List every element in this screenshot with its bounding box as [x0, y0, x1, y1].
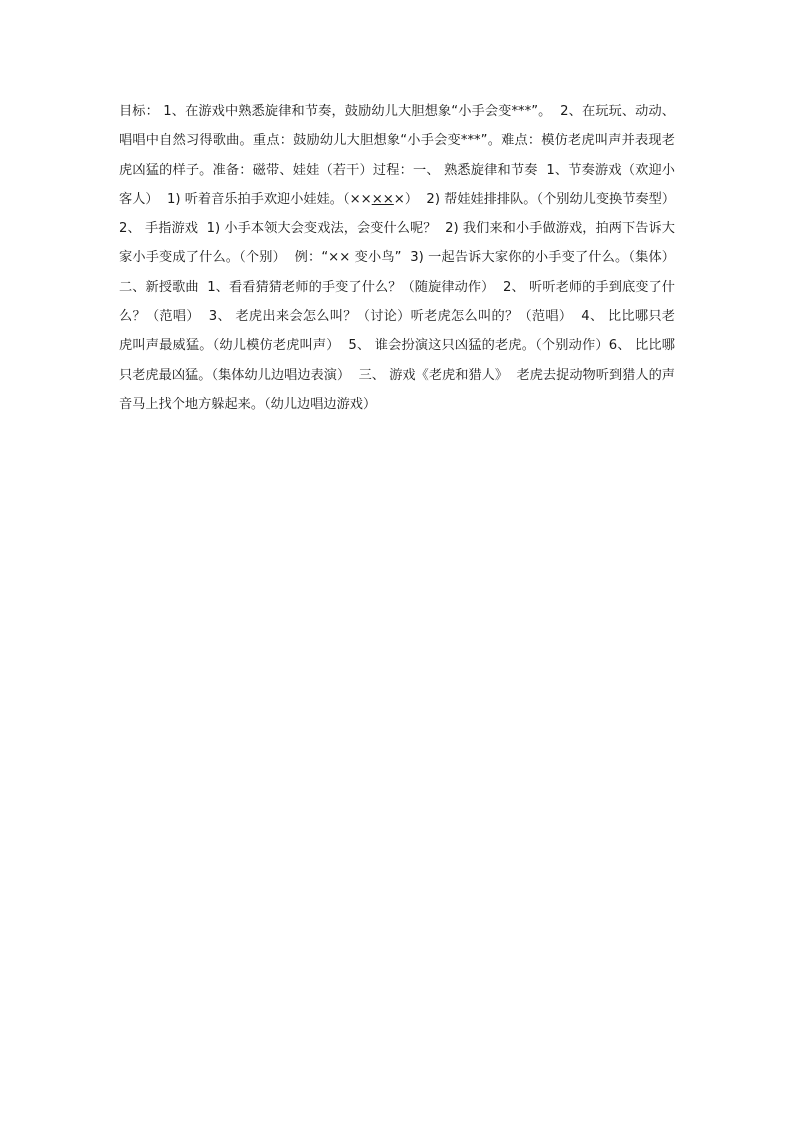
paragraph-text: ×） 2) 帮娃娃排排队。（个别幼儿变换节奏型） 2、 手指游戏 1) 小手本领大会变戏法，会变什么呢？ 2) 我们来和小手做游戏，拍两下告诉大家小手变成了什么。（个别） 例：“×× 变小鸟” 3) 一起告诉大家你的小手变了什么。（集体） 二、新授歌曲 1、看看猜猜老师的手变了什么？（随旋律动作） 2、 听听老师的手到底变了什么？（范唱） 3、 老虎出来会怎么叫？（讨论）听老虎怎么叫的？（范唱） 4、 比比哪只老虎叫声最威猛。（幼儿模仿老虎叫声） 5、 谁会扮演这只凶猛的老虎。（个别动作）6、 比比哪只老虎最凶猛。（集体幼儿边唱边表演） 三、 游戏《老虎和猎人》 老虎去捉动物听到猎人的声音马上找个地方躲起来。（幼儿边唱边游戏） — [119, 191, 684, 412]
document-body — [119, 97, 684, 419]
lesson-plan-paragraph — [119, 97, 684, 419]
underlined-rhythm-mark: ×× — [371, 191, 394, 207]
paragraph-text: 目标： 1、在游戏中熟悉旋律和节奏，鼓励幼儿大胆想象“小手会变***”。 2、在玩玩、动动、唱唱中自然习得歌曲。重点：鼓励幼儿大胆想象“小手会变***”。难点：模仿老虎叫声并表现老虎凶猛的样子。准备：磁带、娃娃（若干）过程：一、 熟悉旋律和节奏 1、节奏游戏（欢迎小客人） 1) 听着音乐拍手欢迎小娃娃。（×× — [119, 104, 675, 207]
